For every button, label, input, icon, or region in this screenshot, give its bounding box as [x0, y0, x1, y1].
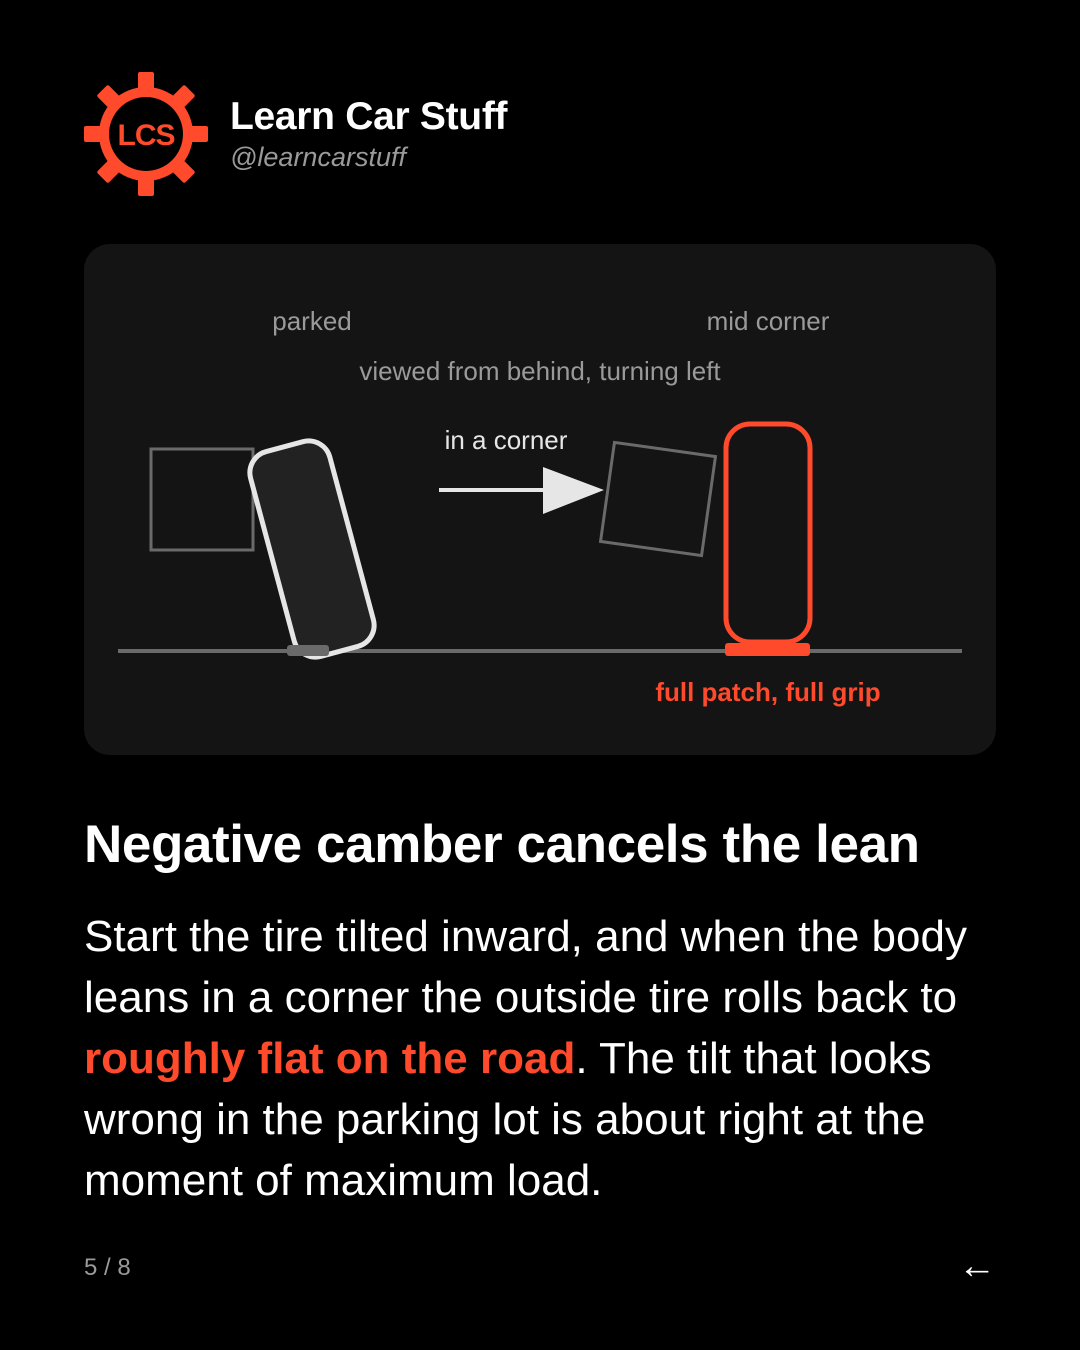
lcs-gear-logo	[84, 72, 208, 196]
slide-body	[84, 906, 1004, 1211]
page-indicator: 5 / 8	[84, 1254, 131, 1281]
brand-block	[230, 94, 507, 174]
camber-diagram	[84, 244, 996, 755]
back-arrow-icon[interactable]: ←	[958, 1245, 996, 1287]
arrow-label: in a corner	[444, 425, 568, 455]
parked-contact-patch	[287, 645, 329, 656]
profile-header	[84, 72, 507, 196]
logo-text: LCS	[117, 119, 175, 152]
brand-handle: @learncarstuff	[230, 142, 406, 172]
parked-body-block	[151, 449, 253, 550]
body-text-part2: . The tilt that looks wrong in the parking lot is about right at the moment of maximum load.	[84, 1034, 932, 1205]
slide-headline: Negative camber cancels the lean	[84, 815, 920, 874]
grip-label: full patch, full grip	[655, 677, 881, 707]
corner-contact-patch	[725, 643, 810, 656]
camber-diagram-card	[84, 244, 996, 755]
transition-arrow-head	[543, 467, 604, 514]
corner-body-block	[601, 442, 716, 555]
diagram-subtitle: viewed from behind, turning left	[359, 356, 721, 386]
brand-name: Learn Car Stuff	[230, 95, 508, 138]
parked-tire	[245, 436, 379, 662]
body-highlight: roughly flat on the road	[84, 1034, 576, 1083]
label-parked: parked	[272, 306, 352, 336]
body-text-part1: Start the tire tilted inward, and when the body leans in a corner the outside tire rolls back to	[84, 912, 967, 1022]
corner-tire	[726, 424, 810, 642]
label-mid-corner: mid corner	[706, 306, 830, 336]
